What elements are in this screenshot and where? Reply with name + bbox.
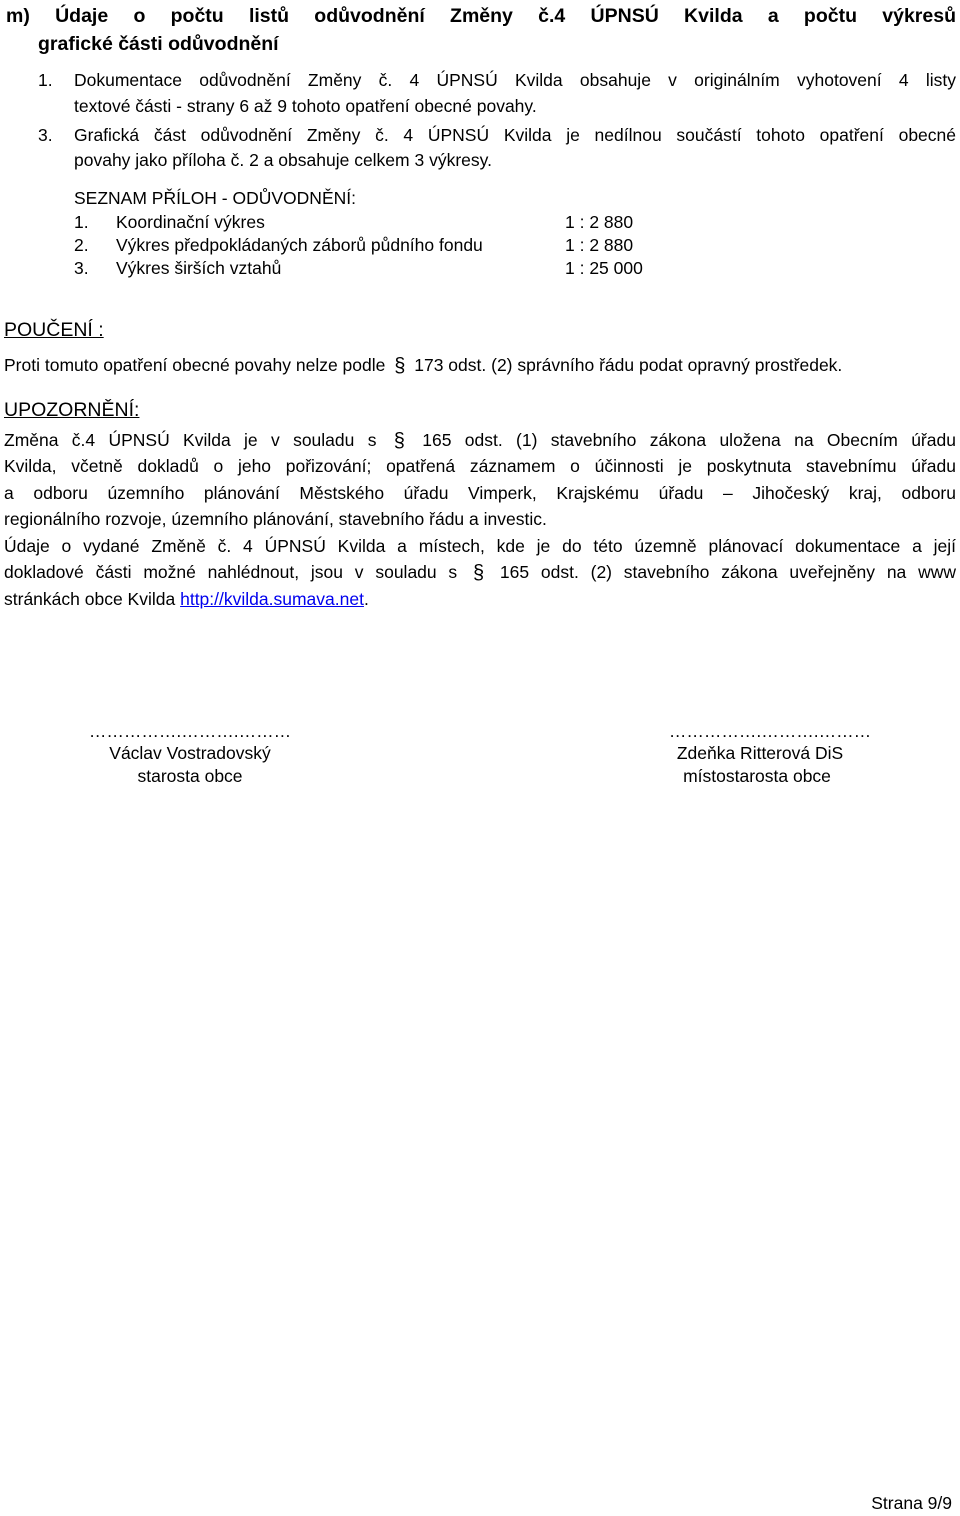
item3-line1: Grafická část odůvodnění Změny č. 4 ÚPNSÚ Kvilda je nedílnou součástí tohoto opatření obecné: [74, 125, 956, 145]
item1-line2: textové části - strany 6 až 9 tohoto opatření obecné povahy.: [74, 96, 537, 116]
upozorneni-line1: [4, 427, 956, 453]
page-number: Strana 9/9: [871, 1493, 952, 1513]
item3-number: 3.: [38, 125, 53, 145]
signature-left-name: Václav Vostradovský: [109, 743, 271, 763]
attachment-scale: 1 : 2 880: [565, 235, 634, 255]
attachment-scale: 1 : 25 000: [565, 258, 643, 278]
pouceni-title: POUČENÍ :: [4, 319, 104, 341]
upozorneni-line5: Údaje o vydané Změně č. 4 ÚPNSÚ Kvilda a místech, kde je do této územně plánovací dokumentace a její: [4, 536, 956, 556]
section-sign-icon: §: [394, 355, 406, 377]
attachment-name: Výkres předpokládaných záborů půdního fondu: [116, 235, 483, 255]
signature-right-role: místostarosta obce: [683, 766, 831, 786]
upozorneni-line3: a odboru územního plánování Městského úřadu Vimperk, Krajskému úřadu – Jihočeský kraj, odboru: [4, 483, 956, 503]
upozorneni-line7-a: stránkách obce Kvilda: [4, 589, 176, 609]
signature-right-name: Zdeňka Ritterová DiS: [676, 743, 844, 763]
upozorneni-line4: regionálního rozvoje, územního plánování, stavebního řádu a investic.: [4, 509, 547, 529]
upozorneni-title: UPOZORNĚNÍ:: [4, 399, 140, 421]
section-sign-icon: §: [472, 562, 485, 584]
item3-line2: povahy jako příloha č. 2 a obsahuje celkem 3 výkresy.: [74, 150, 492, 170]
pouceni-text: [4, 352, 842, 378]
pouceni-text-b: 173 odst. (2) správního řádu podat opravný prostředek.: [414, 355, 843, 375]
attachment-scale: 1 : 2 880: [565, 212, 634, 232]
attachment-name: Koordinační výkres: [116, 212, 265, 232]
attachment-name: Výkres širších vztahů: [116, 258, 282, 278]
pouceni-text-a: Proti tomuto opatření obecné povahy nelze podle: [4, 355, 386, 375]
signature-left-role: starosta obce: [137, 766, 243, 786]
signature-right-dots: …………….……….………: [668, 721, 872, 741]
attachments-title: SEZNAM PŘÍLOH - ODŮVODNĚNÍ:: [74, 188, 356, 208]
attachment-number: 2.: [74, 235, 89, 255]
item1-line1: Dokumentace odůvodnění Změny č. 4 ÚPNSÚ Kvilda obsahuje v originálním vyhotovení 4 listy: [74, 70, 956, 90]
section-heading-line2: grafické části odůvodnění: [38, 33, 279, 55]
attachment-number: 3.: [74, 258, 89, 278]
upozorneni-line1-a: Změna č.4 ÚPNSÚ Kvilda je v souladu s: [4, 430, 377, 450]
item1-number: 1.: [38, 70, 53, 90]
signature-left-dots: …………….……….………: [88, 721, 292, 741]
upozorneni-line7-b: .: [363, 589, 369, 609]
kvilda-website-link[interactable]: http://kvilda.sumava.net: [180, 589, 364, 609]
upozorneni-line6: [4, 559, 956, 585]
upozorneni-line1-b: 165 odst. (1) stavebního zákona uložena na Obecním úřadu: [422, 430, 956, 450]
upozorneni-line2: Kvilda, včetně dokladů o jeho pořizování; opatřená záznamem o účinnosti je poskytnuta stavebnímu úřadu: [4, 456, 956, 476]
upozorneni-line6-b: 165 odst. (2) stavebního zákona uveřejněny na www: [499, 562, 956, 582]
section-sign-icon: §: [393, 430, 405, 452]
upozorneni-line6-a: dokladové části možné nahlédnout, jsou v souladu s: [4, 562, 458, 582]
attachment-number: 1.: [74, 212, 89, 232]
upozorneni-line7: [4, 586, 369, 612]
section-heading-line1: m) Údaje o počtu listů odůvodnění Změny č.4 ÚPNSÚ Kvilda a počtu výkresů: [6, 5, 956, 27]
